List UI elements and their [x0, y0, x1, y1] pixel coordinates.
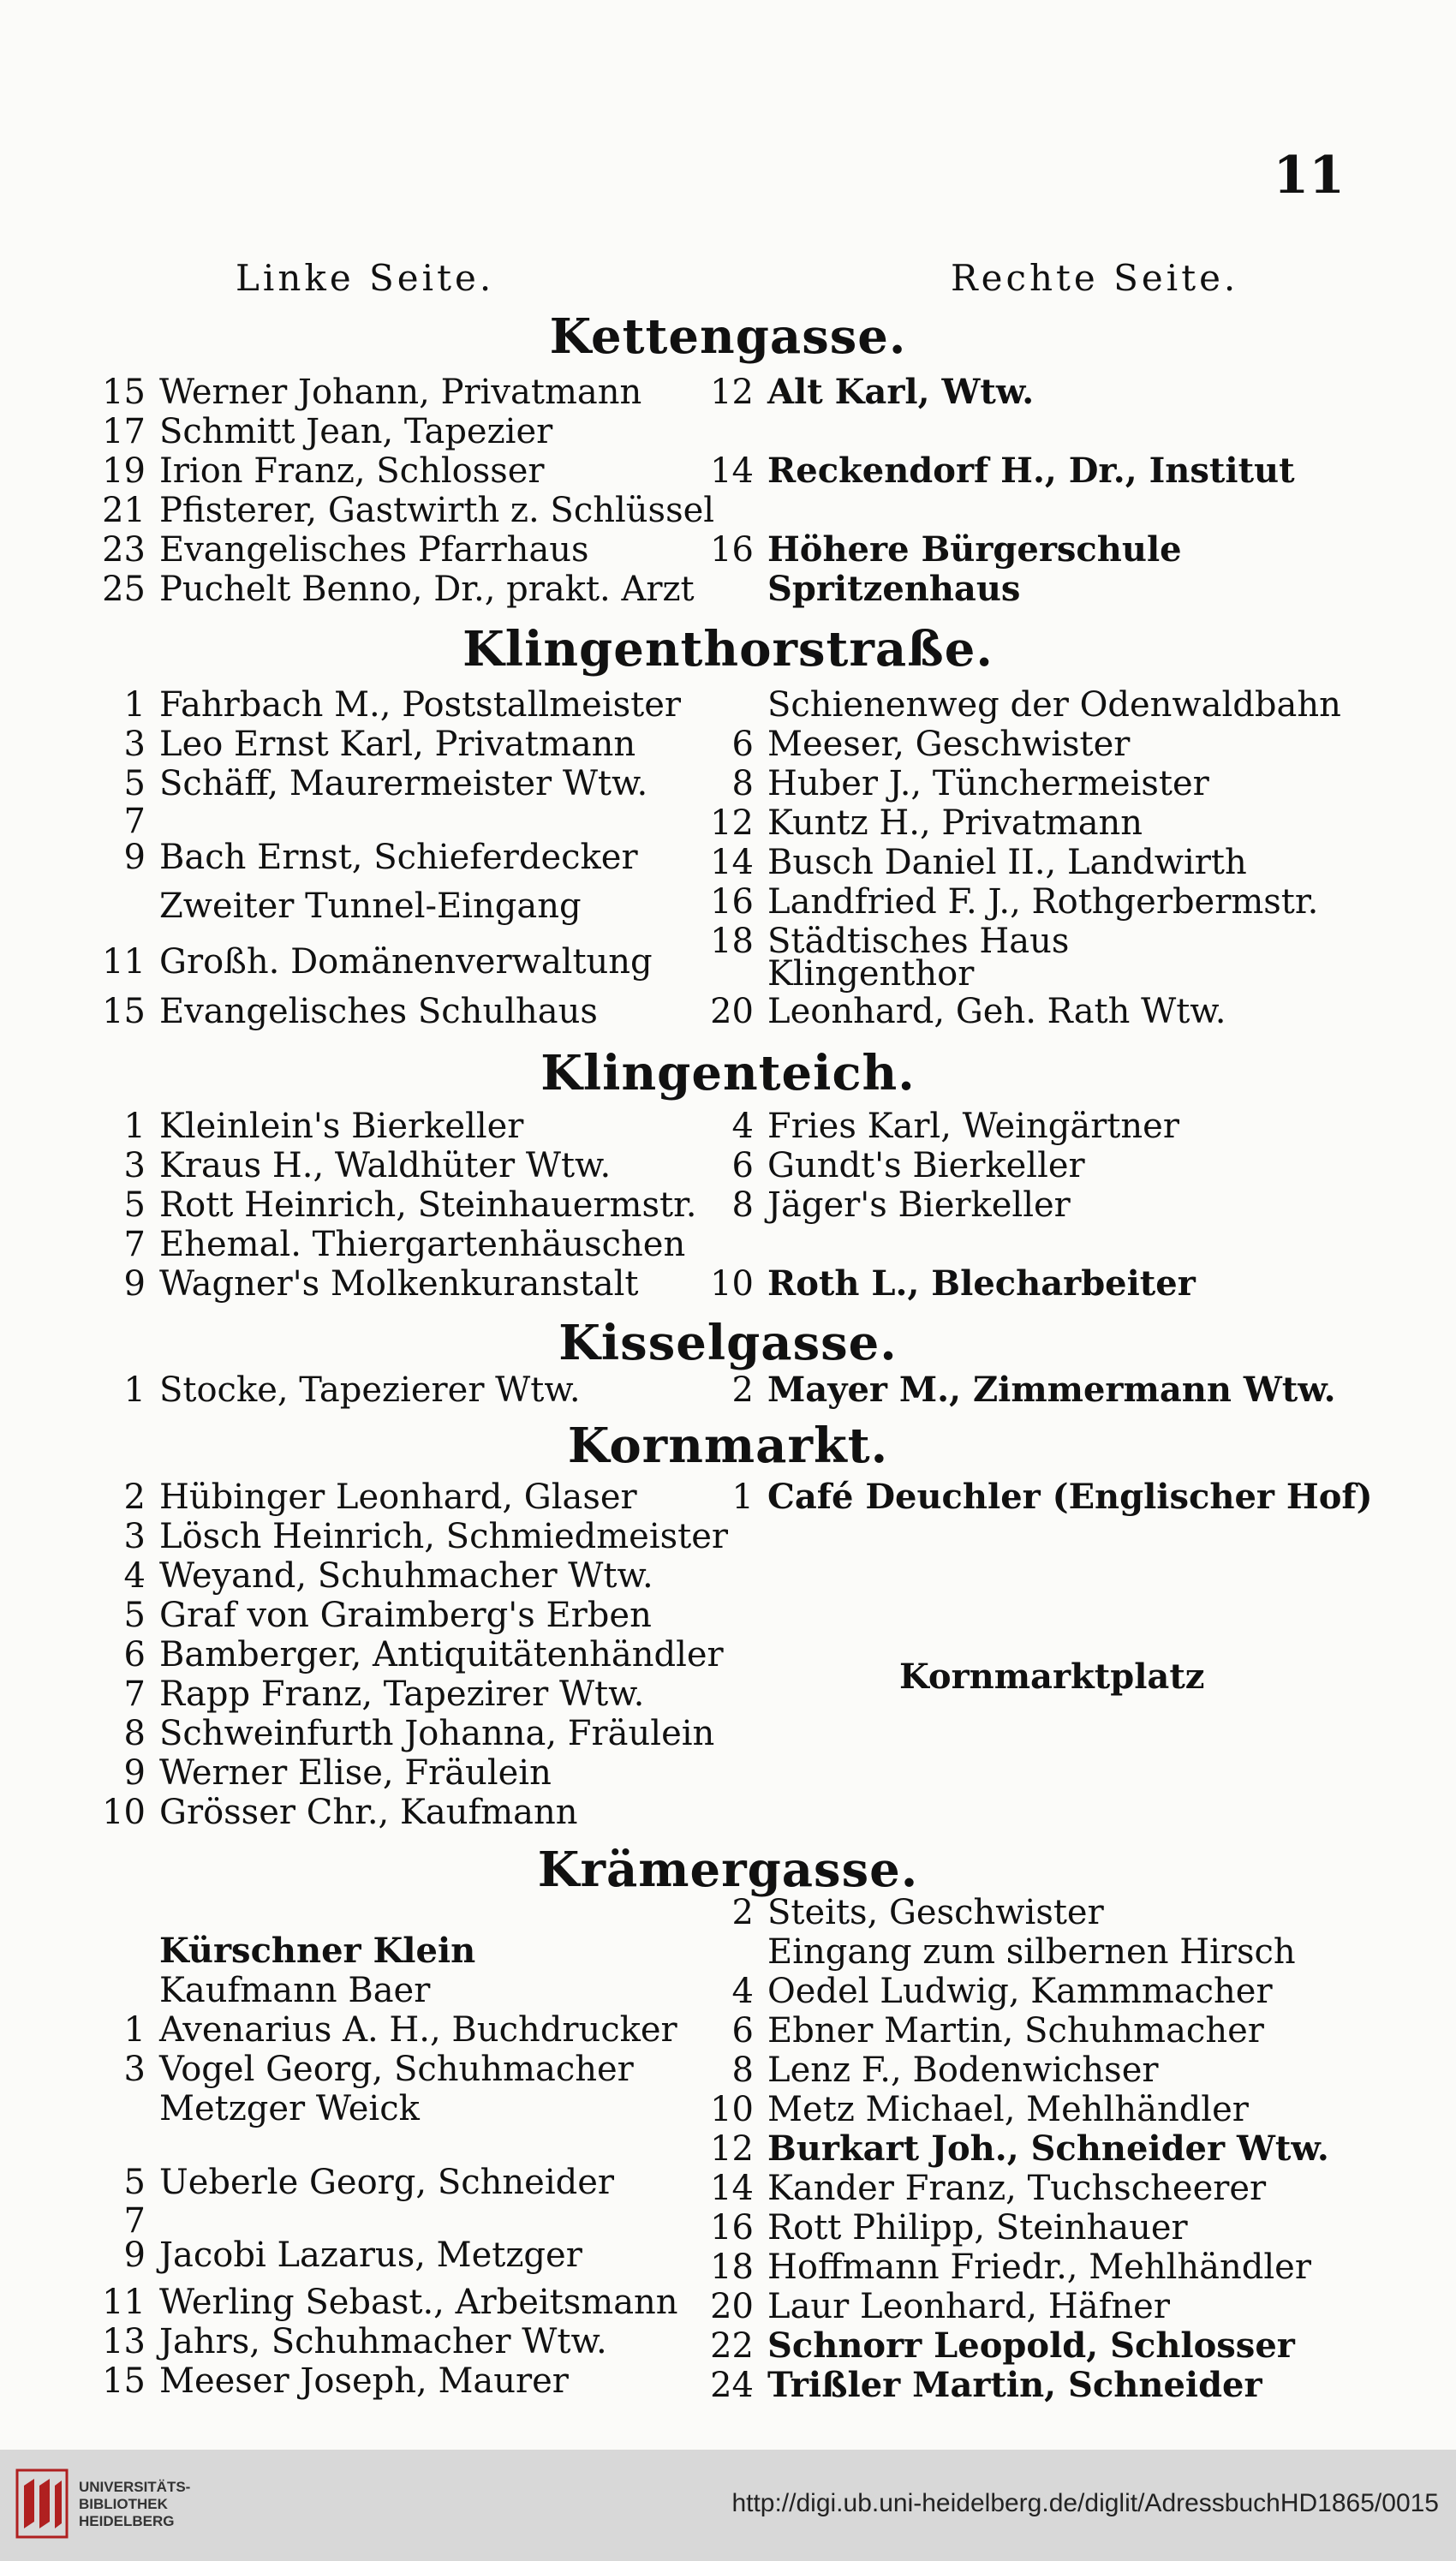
entry: 11 Werling Sebast., Arbeitsmann	[102, 2283, 678, 2322]
entry: 1 Café Deuchler (Englischer Hof)	[731, 1477, 1373, 1517]
entry: 16 Höhere Bürgerschule	[710, 529, 1182, 570]
entry: 9 Jacobi Lazarus, Metzger	[123, 2236, 582, 2275]
right-side-header: Rechte Seite.	[951, 257, 1239, 299]
entry: Kaufmann Baer	[159, 1971, 431, 2010]
entry: 9 Wagner's Molkenkuranstalt	[123, 1264, 639, 1304]
entry: 6 Meeser, Geschwister	[731, 725, 1131, 764]
entry: 16 Rott Philipp, Steinhauer	[710, 2208, 1188, 2248]
footer-bar	[0, 2450, 1456, 2561]
entry: 8 Lenz F., Bodenwichser	[731, 2051, 1159, 2090]
entry: 12 Burkart Joh., Schneider Wtw.	[710, 2128, 1329, 2169]
entry: Zweiter Tunnel-Eingang	[159, 886, 582, 926]
entry: 20 Leonhard, Geh. Rath Wtw.	[710, 992, 1226, 1031]
entry: 3 Vogel Georg, Schuhmacher	[123, 2050, 634, 2089]
entry: 20 Laur Leonhard, Häfner	[710, 2287, 1170, 2326]
entry: 25 Puchelt Benno, Dr., prakt. Arzt	[102, 570, 695, 609]
entry: 10 Roth L., Blecharbeiter	[710, 1263, 1196, 1304]
entry: 3 Lösch Heinrich, Schmiedmeister	[123, 1517, 729, 1556]
entry: 14 Busch Daniel II., Landwirth	[710, 843, 1247, 882]
left-side-header: Linke Seite.	[236, 257, 495, 299]
entry: Klingenthor	[767, 954, 975, 994]
street-title-klingenteich: Klingenteich.	[540, 1045, 916, 1101]
street-title-kornmarkt: Kornmarkt.	[567, 1418, 889, 1474]
street-title-kisselgasse: Kisselgasse.	[558, 1315, 898, 1371]
entry: 5 Ueberle Georg, Schneider	[123, 2163, 615, 2202]
entry: 21 Pfisterer, Gastwirth z. Schlüssel	[102, 491, 715, 530]
entry: 1 Kleinlein's Bierkeller	[123, 1107, 524, 1146]
entry: 2 Steits, Geschwister	[731, 1893, 1104, 1932]
entry: 1 Avenarius A. H., Buchdrucker	[123, 2010, 677, 2050]
entry: Spritzenhaus	[767, 569, 1021, 609]
entry: 6 Bamberger, Antiquitätenhändler	[123, 1635, 724, 1674]
entry: 2 Hübinger Leonhard, Glaser	[123, 1478, 637, 1517]
entry: 15 Evangelisches Schulhaus	[102, 992, 598, 1031]
entry: 7 Rapp Franz, Tapezirer Wtw.	[123, 1674, 645, 1714]
entry: Eingang zum silbernen Hirsch	[767, 1932, 1296, 1972]
library-name: UNIVERSITÄTS- BIBLIOTHEK HEIDELBERG	[79, 2479, 191, 2529]
entry: 16 Landfried F. J., Rothgerbermstr.	[710, 882, 1319, 922]
entry: 13 Jahrs, Schuhmacher Wtw.	[102, 2322, 607, 2361]
entry: 10 Grösser Chr., Kaufmann	[102, 1793, 578, 1832]
entry: 23 Evangelisches Pfarrhaus	[102, 530, 589, 570]
entry: 6 Ebner Martin, Schuhmacher	[731, 2011, 1264, 2051]
entry: Metzger Weick	[159, 2089, 420, 2128]
entry: 5 Schäff, Maurermeister Wtw.	[123, 764, 648, 803]
entry: 14 Reckendorf H., Dr., Institut	[710, 451, 1295, 491]
entry: 18 Hoffmann Friedr., Mehlhändler	[710, 2248, 1311, 2287]
entry: Schienenweg der Odenwaldbahn	[767, 685, 1341, 725]
entry: 15 Meeser Joseph, Maurer	[102, 2361, 569, 2401]
university-library-logo-icon	[15, 2468, 69, 2539]
entry: 3 Kraus H., Waldhüter Wtw.	[123, 1146, 612, 1185]
entry: 22 Schnorr Leopold, Schlosser	[710, 2325, 1295, 2366]
entry: 8 Jäger's Bierkeller	[731, 1185, 1071, 1225]
entry: 6 Gundt's Bierkeller	[731, 1146, 1085, 1185]
entry: 4 Oedel Ludwig, Kammmacher	[731, 1972, 1273, 2011]
entry: 1 Fahrbach M., Poststallmeister	[123, 685, 682, 725]
entry: 11 Großh. Domänenverwaltung	[102, 942, 653, 982]
entry: 24 Trißler Martin, Schneider	[710, 2365, 1262, 2405]
entry: 4 Fries Karl, Weingärtner	[731, 1107, 1179, 1146]
entry: 10 Metz Michael, Mehlhändler	[710, 2090, 1249, 2129]
entry: 12 Alt Karl, Wtw.	[710, 372, 1035, 412]
entry: 7	[123, 802, 146, 841]
entry: 15 Werner Johann, Privatmann	[102, 373, 642, 412]
entry: 9 Werner Elise, Fräulein	[123, 1753, 552, 1793]
entry: 9 Bach Ernst, Schieferdecker	[123, 838, 638, 877]
entry: 7	[123, 2201, 146, 2241]
entry: 12 Kuntz H., Privatmann	[710, 803, 1143, 843]
entry: 1 Stocke, Tapezierer Wtw.	[123, 1370, 581, 1410]
entry: 3 Leo Ernst Karl, Privatmann	[123, 725, 636, 764]
entry: 4 Weyand, Schuhmacher Wtw.	[123, 1556, 653, 1596]
entry: 14 Kander Franz, Tuchscheerer	[710, 2169, 1267, 2208]
entry: 18 Städtisches Haus	[710, 922, 1070, 961]
page-number: 11	[1273, 146, 1345, 206]
entry: 5 Graf von Graimberg's Erben	[123, 1596, 652, 1635]
entry: 8 Huber J., Tünchermeister	[731, 764, 1209, 803]
source-url-link[interactable]: http://digi.ub.uni-heidelberg.de/diglit/AdressbuchHD1865/0015	[731, 2489, 1439, 2517]
street-title-kraemergasse: Krämergasse.	[537, 1842, 919, 1898]
entry: Kornmarktplatz	[899, 1657, 1205, 1697]
entry: 8 Schweinfurth Johanna, Fräulein	[123, 1714, 715, 1753]
street-title-kettengasse: Kettengasse.	[549, 308, 907, 365]
street-title-klingenthorstrasse: Klingenthorstraße.	[462, 621, 994, 678]
entry: 7 Ehemal. Thiergartenhäuschen	[123, 1225, 686, 1264]
entry: Kürschner Klein	[159, 1931, 476, 1971]
entry: 5 Rott Heinrich, Steinhauermstr.	[123, 1185, 697, 1225]
entry: 2 Mayer M., Zimmermann Wtw.	[731, 1370, 1336, 1410]
entry: 19 Irion Franz, Schlosser	[102, 451, 545, 491]
entry: 17 Schmitt Jean, Tapezier	[102, 412, 553, 451]
